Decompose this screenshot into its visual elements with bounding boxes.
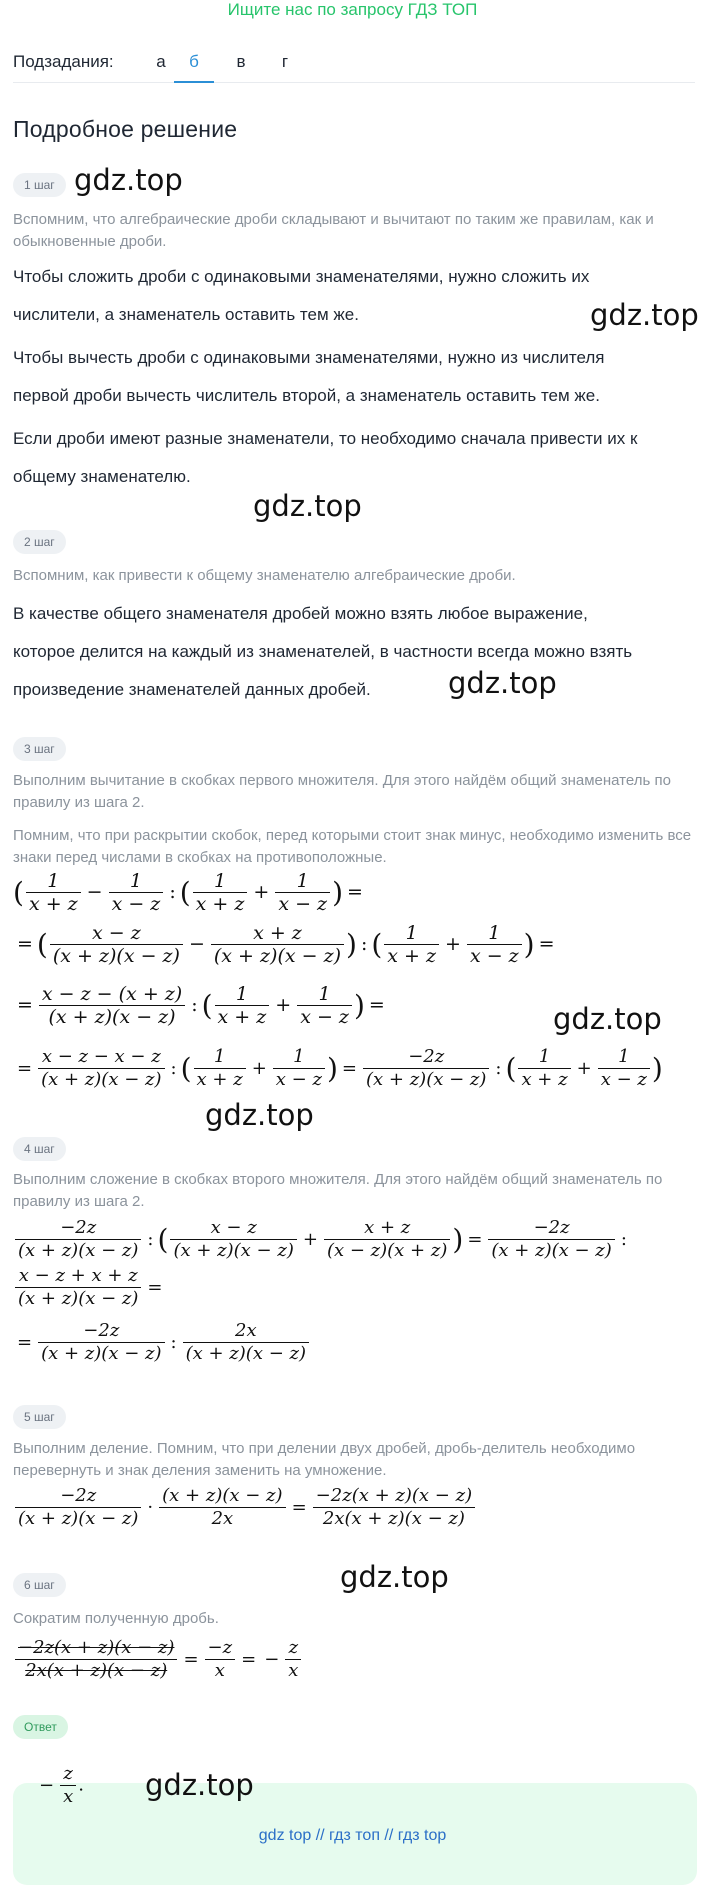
subtasks-bar bbox=[13, 50, 695, 83]
step-intro: Выполним деление. Помним, что при делении двух дробей, дробь-делитель необходимо перевернуть и знак деления заменить на умножение. bbox=[13, 1440, 636, 1479]
step-badge: 4 шаг bbox=[13, 1137, 66, 1161]
step-text: Если дроби имеют разные знаменатели, то необходимо сначала привести их к bbox=[13, 429, 638, 448]
equation-line: $\frac{-2z(x + z)(x - z)}{2x(x + z)(x - z)}$ = $\frac{-z}{x}$ = − $\frac{z}{x}$ bbox=[13, 1637, 303, 1682]
equation-line: = $\frac{-2z}{(x + z)(x - z)}$ : $\frac{2x}{(x + z)(x - z)}$ bbox=[13, 1320, 311, 1365]
step-intro: Вспомним, как привести к общему знаменателю алгебраические дроби. bbox=[13, 567, 516, 584]
step-text: Чтобы сложить дроби с одинаковыми знаменателями, нужно сложить их bbox=[13, 267, 590, 286]
answer-value: − $\frac{z}{x}$ . bbox=[39, 1763, 84, 1807]
watermark: gdz.top bbox=[145, 1768, 254, 1802]
watermark: gdz.top bbox=[205, 1098, 314, 1132]
subtasks-label: Подзадания: bbox=[13, 52, 114, 71]
step-badge: 2 шаг bbox=[13, 530, 66, 554]
watermark: gdz.top bbox=[74, 163, 183, 197]
step-text: произведение знаменателей данных дробей. bbox=[13, 680, 371, 699]
step-badge: 5 шаг bbox=[13, 1405, 66, 1429]
answer-badge: Ответ bbox=[13, 1715, 68, 1739]
step-text: которое делится на каждый из знаменателей, в частности всегда можно взять bbox=[13, 642, 633, 661]
equation-line: $\frac{-2z}{(x + z)(x - z)}$ · $\frac{(x + z)(x - z)}{2x}$ = $\frac{-2z(x + z)(x - z)}{2x(x + z)(x - z)}$ bbox=[13, 1485, 477, 1530]
step-text: Чтобы вычесть дроби с одинаковыми знаменателями, нужно из числителя bbox=[13, 348, 605, 367]
step-intro: Выполним сложение в скобках второго множителя. Для этого найдём общий знаменатель по правилу из шага 2. bbox=[13, 1171, 663, 1210]
step-badge: 3 шаг bbox=[13, 737, 66, 761]
footer-links[interactable]: gdz top // гдз топ // гдз top bbox=[258, 1827, 447, 1844]
watermark: gdz.top bbox=[340, 1560, 449, 1594]
equation-line: ( $\frac{1}{x + z}$ − $\frac{1}{x - z}$ : ( $\frac{1}{x + z}$ + $\frac{1}{x - z}$ ) = bbox=[13, 870, 363, 915]
watermark: gdz.top bbox=[590, 298, 699, 332]
section-title: Подробное решение bbox=[13, 116, 238, 142]
step-note: Помним, что при раскрытии скобок, перед которыми стоит знак минус, необходимо изменить все знаки перед числами в скобках на противоположные. bbox=[13, 827, 692, 866]
step-intro: Сократим полученную дробь. bbox=[13, 1610, 219, 1627]
step-intro: Выполним вычитание в скобках первого множителя. Для этого найдём общий знаменатель по правилу из шага 2. bbox=[13, 772, 671, 811]
search-banner: Ищите нас по запросу ГДЗ ТОП bbox=[227, 0, 478, 19]
step-badge: 6 шаг bbox=[13, 1573, 66, 1597]
tab-b[interactable]: б bbox=[174, 52, 214, 72]
tab-g[interactable]: г bbox=[281, 52, 289, 71]
watermark: gdz.top bbox=[553, 1002, 662, 1036]
watermark: gdz.top bbox=[253, 489, 362, 523]
equation-line: = $\frac{x - z - x - z}{(x + z)(x - z)}$ : ( $\frac{1}{x + z}$ + $\frac{1}{x - z}$ ) = $\frac{-2z}{(x + z)(x - z)}$ : ( $\frac{1}{x + z}$ + $\frac{1}{x - z}$ ) bbox=[17, 1046, 663, 1090]
equation-line: $\frac{x - z + x + z}{(x + z)(x - z)}$ = bbox=[13, 1265, 167, 1310]
step-badge: 1 шаг bbox=[13, 173, 66, 197]
step-intro: Вспомним, что алгебраические дроби складывают и вычитают по таким же правилам, как и обыкновенные дроби. bbox=[13, 211, 654, 250]
watermark: gdz.top bbox=[448, 666, 557, 700]
tab-a[interactable]: а bbox=[156, 52, 166, 71]
equation-line: $\frac{-2z}{(x + z)(x - z)}$ : ( $\frac{x - z}{(x + z)(x - z)}$ + $\frac{x + z}{(x - z)(x + z)}$ ) = $\frac{-2z}{(x + z)(x - z)}$ : bbox=[13, 1217, 631, 1262]
equation-line: = $\frac{x - z - (x + z)}{(x + z)(x - z)}$ : ( $\frac{1}{x + z}$ + $\frac{1}{x - z}$ ) = bbox=[17, 983, 385, 1028]
step-text: общему знаменателю. bbox=[13, 467, 191, 486]
tab-v[interactable]: в bbox=[236, 52, 246, 71]
step-text: В качестве общего знаменателя дробей можно взять любое выражение, bbox=[13, 604, 588, 623]
equation-line: = ( $\frac{x - z}{(x + z)(x - z)}$ − $\frac{x + z}{(x + z)(x - z)}$ ) : ( $\frac{1}{x + z}$ + $\frac{1}{x - z}$ ) = bbox=[17, 922, 555, 967]
step-text: числители, а знаменатель оставить тем же. bbox=[13, 305, 359, 324]
step-text: первой дроби вычесть числитель второй, а знаменатель оставить тем же. bbox=[13, 386, 600, 405]
